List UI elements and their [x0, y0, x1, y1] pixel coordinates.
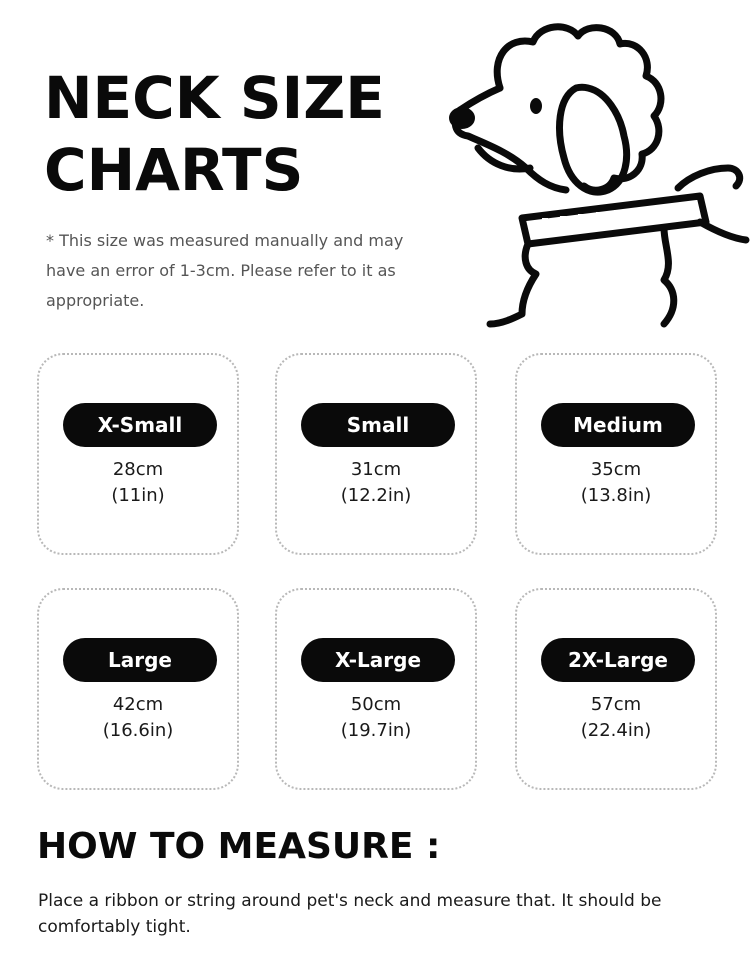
size-inch: (16.6in) [102, 720, 174, 741]
size-card-small [275, 353, 477, 555]
measurement-note: * This size was measured manually and may have an error of 1-3cm. Please refer to it as appropriate. [46, 231, 404, 310]
size-label: Medium [541, 403, 695, 447]
size-cm: 42cm [112, 694, 164, 715]
size-inch: (19.7in) [340, 720, 412, 741]
how-to-measure-description: Place a ribbon or string around pet's neck and measure that. It should be comfortably tight. [38, 891, 662, 937]
title-line-2: CHARTS [44, 136, 304, 204]
how-to-measure-heading: HOW TO MEASURE : [37, 826, 441, 867]
size-label: Small [301, 403, 455, 447]
size-card-x-large [275, 588, 477, 790]
size-label: Large [63, 638, 217, 682]
size-cm: 35cm [590, 459, 642, 480]
size-inch: (13.8in) [580, 485, 652, 506]
size-cm: 57cm [590, 694, 642, 715]
poodle-illustration [438, 18, 750, 328]
size-inch: (22.4in) [580, 720, 652, 741]
size-inch: (11in) [111, 485, 165, 506]
size-label: X-Small [63, 403, 217, 447]
size-inch: (12.2in) [340, 485, 412, 506]
size-card-x-small [37, 353, 239, 555]
size-card-large [37, 588, 239, 790]
size-card-2x-large [515, 588, 717, 790]
size-card-medium [515, 353, 717, 555]
size-cm: 50cm [350, 694, 402, 715]
size-cm: 28cm [112, 459, 164, 480]
size-cm: 31cm [350, 459, 402, 480]
title-line-1: NECK SIZE [44, 64, 385, 132]
page-title [44, 62, 385, 206]
size-label: 2X-Large [541, 638, 695, 682]
size-label: X-Large [301, 638, 455, 682]
